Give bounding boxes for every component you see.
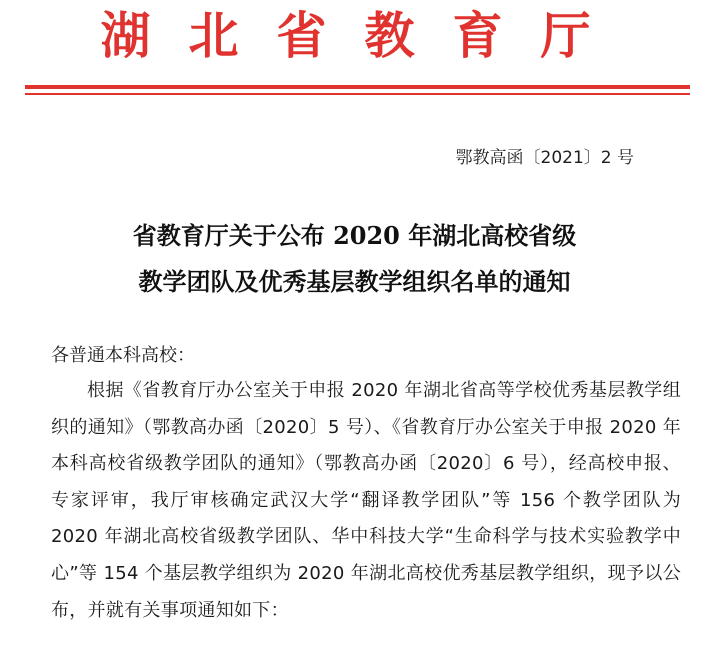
document-number: 鄂教高函〔2021〕2 号 [455,148,634,168]
letterhead-rule-thin [25,93,690,95]
salutation: 各普通本科高校： [51,345,195,366]
document-title-line-2: 教学团队及优秀基层教学组织名单的通知 [138,267,571,296]
letterhead-rule-thick [25,85,690,89]
document-title-line-1: 省教育厅关于公布 2020 年湖北高校省级 [132,221,577,250]
letterhead-org-name: 湖北省教育厅 [100,7,629,65]
body-paragraph: 根据《省教育厅办公室关于申报 2020 年湖北省高等学校优秀基层教学组织的通知》（鄂教高办函〔2020〕5 号）、《省教育厅办公室关于申报 2020 年本科高校省级教学团队的通知》（鄂教高办函〔2020〕6 号），经高校申报、专家评审，我厅审核确定武汉大学“翻译教学团队”等 156 个教学团队为 2020 年湖北高校省级教学团队、华中科技大学“生命科学与技术实验教学中心”等 154 个基层教学组织为 2020 年湖北高校优秀基层教学组织，现予以公布，并就有关事项通知如下： [51,380,681,621]
